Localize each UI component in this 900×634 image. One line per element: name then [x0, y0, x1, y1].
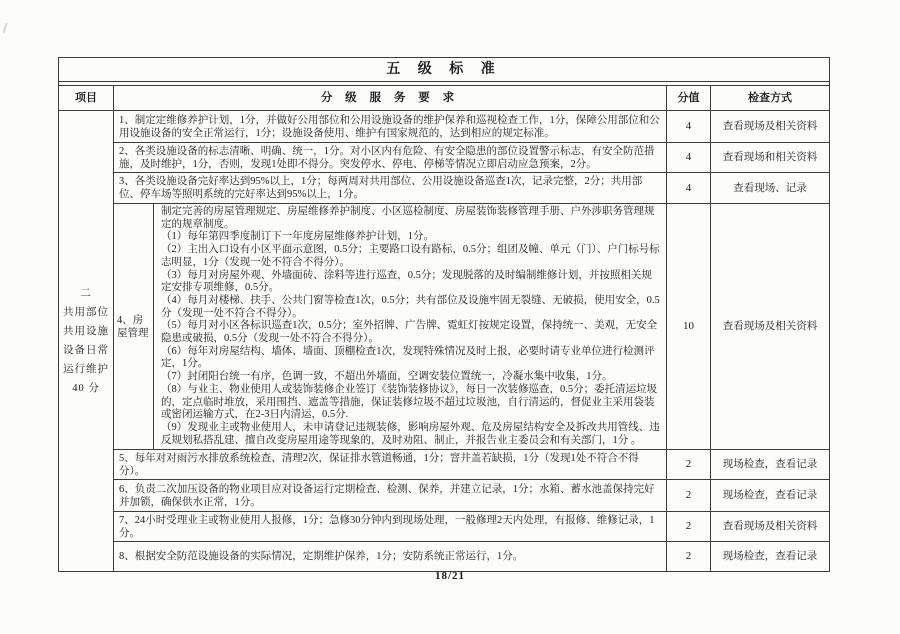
score-cell: 4	[667, 143, 711, 173]
score-cell: 10	[667, 204, 711, 450]
project-category-cell	[59, 111, 114, 572]
score-cell: 4	[667, 173, 711, 204]
method-cell: 现场检查，查看记录	[711, 542, 830, 572]
project-line: 二	[80, 288, 92, 299]
requirement-paragraph: （9）发现业主或物业使用人，未申请登记违规装修，影响房屋外观、危及房屋结构安全及拆改共用管线、违反规划私搭乱建、擅自改变房屋用途等现象的，及时劝阻、制止，并报告业主委员会和有关部门，1分 。	[161, 421, 660, 446]
score-cell: 2	[667, 512, 711, 542]
col-header-method: 检查方式	[711, 86, 830, 111]
requirement-paragraph: （3）每月对房屋外观、外墙面砖、涂料等进行巡查，0.5分；发现脱落的及时编制维修计划，并按照相关规定安排专项维修，0.5分。	[161, 269, 652, 294]
method-cell: 现场检查，查看记录	[711, 480, 830, 512]
requirement-cell: 6、负责二次加压设备的物业项目应对设备运行定期检查、检测、保养，并建立记录，1分；水箱、蓄水池盖保持完好并加锁，确保供水正常，1分。	[114, 480, 667, 512]
table-row	[59, 143, 830, 173]
requirement-paragraph: 制定完善的房屋管理规定、房屋维修养护制度、小区巡检制度、房屋装饰装修管理手册、户外涉职务管理规定的规章制度。	[161, 206, 655, 230]
table-row	[59, 480, 830, 512]
project-line: 运行维护	[63, 364, 109, 375]
table-row	[59, 542, 830, 572]
requirement-paragraph: （5）每月对小区各标识巡查1次，0.5分；室外招牌、广告牌、霓虹灯按规定设置，保持统一、美观，无安全隐患或破损，0.5分（发现一处不符合不得分）。	[161, 320, 658, 345]
requirement-cell: 2、各类设施设备的标志清晰、明确、统一，1分。对小区内有危险、有安全隐患的部位设置警示标志，有安全防范措施，及时维护，1分，否则，发现1处即不得分。突发停水、停电、停梯等情况立即启动应急预案，2分。	[114, 143, 667, 173]
table-row	[59, 204, 830, 450]
page-title: 五 级 标 准	[59, 58, 830, 82]
requirement-cell: 8、根据安全防范设施设备的实际情况，定期维护保养，1分；安防系统正常运行，1分。	[114, 542, 667, 572]
project-line: 共用设施	[63, 326, 109, 337]
requirement-cell: 3、各类设施设备完好率达到95%以上，1分；每两周对共用部位、公用设施设备巡查1次，记录完整，2分；共用部位、停车场等照明系统的完好率达到95%以上，1分。	[114, 173, 667, 204]
requirement-paragraph: （2）主出入口设有小区平面示意图，0.5分；主要路口设有路标，0.5分；组团及幢、单元（门）、户门标号标志明显，1分（发现一处不符合不得分）。	[161, 244, 660, 268]
project-line: 40 分	[72, 383, 100, 394]
requirement-paragraph: （1）每年第四季度制订下一年度房屋维修养护计划，1分。	[161, 231, 434, 243]
requirement-cell	[154, 204, 667, 450]
method-cell: 查看现场和相关资料	[711, 143, 830, 173]
col-header-item: 项目	[59, 86, 114, 111]
method-cell: 查看现场及相关资料	[711, 512, 830, 542]
table-row	[59, 450, 830, 480]
method-cell: 现场检查，查看记录	[711, 450, 830, 480]
project-line: 共用部位	[63, 307, 109, 318]
grade-standard-table	[58, 57, 830, 572]
score-cell: 2	[667, 542, 711, 572]
table-row	[59, 173, 830, 204]
project-line: 设备日常	[63, 345, 109, 356]
requirement-cell: 5、每年对对雨污水排放系统检查、清理2次，保证排水管道畅通，1分；窨井盖若缺损，1分（发现1处不符合不得分）。	[114, 450, 667, 480]
requirement-paragraph: （8）与业主、物业使用人或装饰装修企业签订《装饰装修协议》，每日一次装修巡查，0.5分；委托清运垃圾的，定点临时堆放，采用围挡、遮盖等措施，保证装修垃圾不超过垃圾池，自行清运的，督促业主采用袋装或密闭运输方式，在2-3日内清运，0.5分.	[161, 383, 658, 421]
scan-artifact	[3, 23, 15, 35]
score-cell: 2	[667, 480, 711, 512]
col-header-requirements: 分 级 服 务 要 求	[114, 86, 667, 111]
page-number: 18/21	[434, 570, 466, 582]
method-cell: 查看现场及相关资料	[711, 111, 830, 143]
header-row	[59, 86, 830, 111]
requirement-cell: 7、24小时受理业主或物业使用人报修，1分；急修30分钟内到现场处理，一般修理2天内处理，有报修、维修记录，1分。	[114, 512, 667, 542]
housing-management-label: 4、房屋管理	[114, 204, 154, 450]
title-row	[59, 58, 830, 82]
requirement-paragraph: （7）封闭阳台统一有序，色调一致，不超出外墙面，空调安装位置统一，冷凝水集中收集，1分。	[161, 371, 613, 383]
method-cell: 查看现场、记录	[711, 173, 830, 204]
requirement-cell: 1、制定定维修养护计划，1分，并做好公用部位和公用设施设备的维护保养和巡视检查工作，1分，保障公用部位和公用设施设备的安全正常运行，1分；设施设备使用、维护有国家规范的，达到相应的规定标准。	[114, 111, 667, 143]
score-cell: 2	[667, 450, 711, 480]
table-row	[59, 512, 830, 542]
score-cell: 4	[667, 111, 711, 143]
standards-table	[58, 57, 829, 572]
table-row	[59, 111, 830, 143]
method-cell: 查看现场及相关资料	[711, 204, 830, 450]
requirement-paragraph: （6）每年对房屋结构、墙体、墙面、顶棚检查1次，发现特殊情况及时上报，必要时请专业单位进行检测评定，1分。	[161, 345, 655, 370]
requirement-paragraph: （4）每月对楼梯、扶手、公共门窗等检查1次，0.5分；共有部位及设施牢固无裂缝、无破损，使用安全，0.5分（发现一处不符合不得分）。	[161, 294, 660, 319]
col-header-score: 分值	[667, 86, 711, 111]
